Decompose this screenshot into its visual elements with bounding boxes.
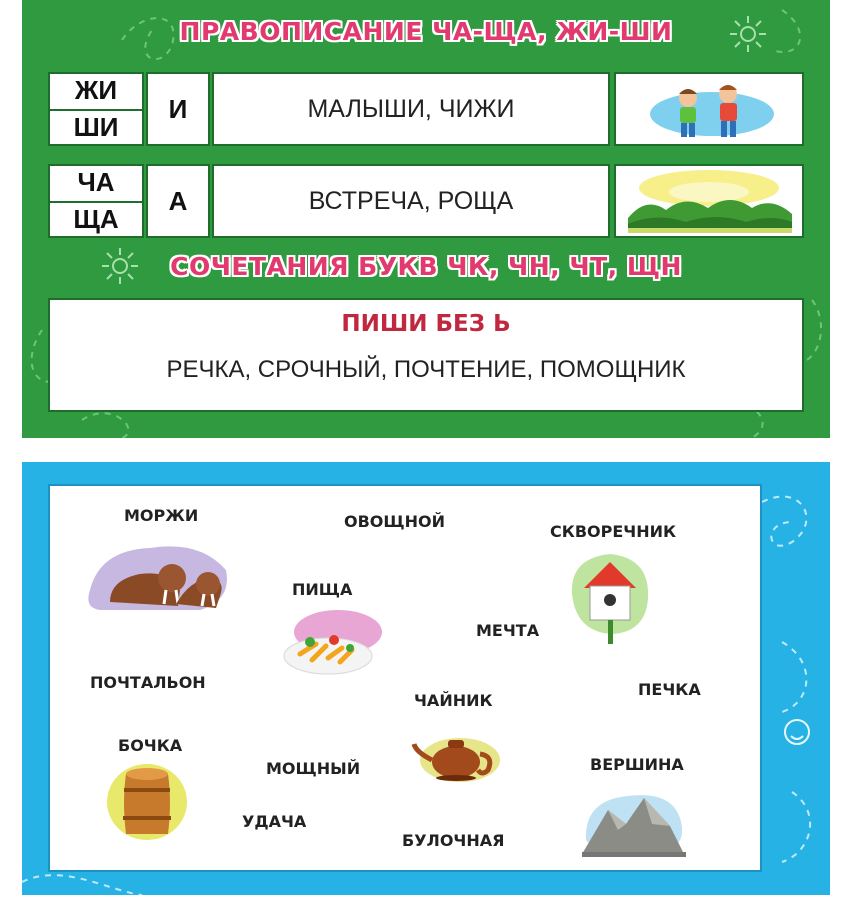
rule-heading: ПИШИ БЕЗ Ь xyxy=(341,311,511,337)
vowel-a: А xyxy=(168,185,188,216)
picture-box-grove xyxy=(614,164,804,238)
birdhouse-icon xyxy=(564,548,656,646)
word-skvorechnik: СКВОРЕЧНИК xyxy=(550,522,677,541)
teapot-icon xyxy=(408,722,504,788)
examples-2: ВСТРЕЧА, РОЩА xyxy=(308,186,514,215)
walrus-icon xyxy=(80,530,234,616)
word-ovoshchnoy: ОВОЩНОЙ xyxy=(344,512,445,531)
main-title: ПРАВОПИСАНИЕ ЧА-ЩА, ЖИ-ШИ xyxy=(179,17,673,46)
word-pishcha: ПИЩА xyxy=(292,580,353,599)
word-bulochnaya: БУЛОЧНАЯ xyxy=(402,831,505,850)
examples-1: МАЛЫШИ, ЧИЖИ xyxy=(307,94,515,123)
word-bochka: БОЧКА xyxy=(118,736,183,755)
syllable-shcha: ЩА xyxy=(73,204,119,234)
syllable-zhi: ЖИ xyxy=(74,75,118,105)
rule-examples: РЕЧКА, СРОЧНЫЙ, ПОЧТЕНИЕ, ПОМОЩНИК xyxy=(166,356,686,383)
word-vershina: ВЕРШИНА xyxy=(590,755,684,774)
vowel-i: И xyxy=(168,93,188,124)
kids-illustration xyxy=(616,74,802,144)
picture-box-kids xyxy=(614,72,804,146)
word-udacha: УДАЧА xyxy=(242,812,307,831)
word-mechta: МЕЧТА xyxy=(476,621,540,640)
word-pochtalon: ПОЧТАЛЬОН xyxy=(90,673,206,692)
combinations-title: СОЧЕТАНИЯ БУКВ ЧК, ЧН, ЧТ, ЩН xyxy=(170,252,682,281)
syllable-cha: ЧА xyxy=(77,167,115,197)
grove-illustration xyxy=(616,166,802,236)
word-chaynik: ЧАЙНИК xyxy=(414,691,493,710)
syllable-shi: ШИ xyxy=(73,112,119,142)
word-morzhi: МОРЖИ xyxy=(124,506,199,525)
word-moshchny: МОЩНЫЙ xyxy=(266,759,361,778)
mountain-icon xyxy=(578,780,690,860)
food-plate-icon xyxy=(276,602,386,680)
barrel-icon xyxy=(104,760,190,844)
spelling-rules-card xyxy=(22,0,830,438)
word-pechka: ПЕЧКА xyxy=(638,680,701,699)
